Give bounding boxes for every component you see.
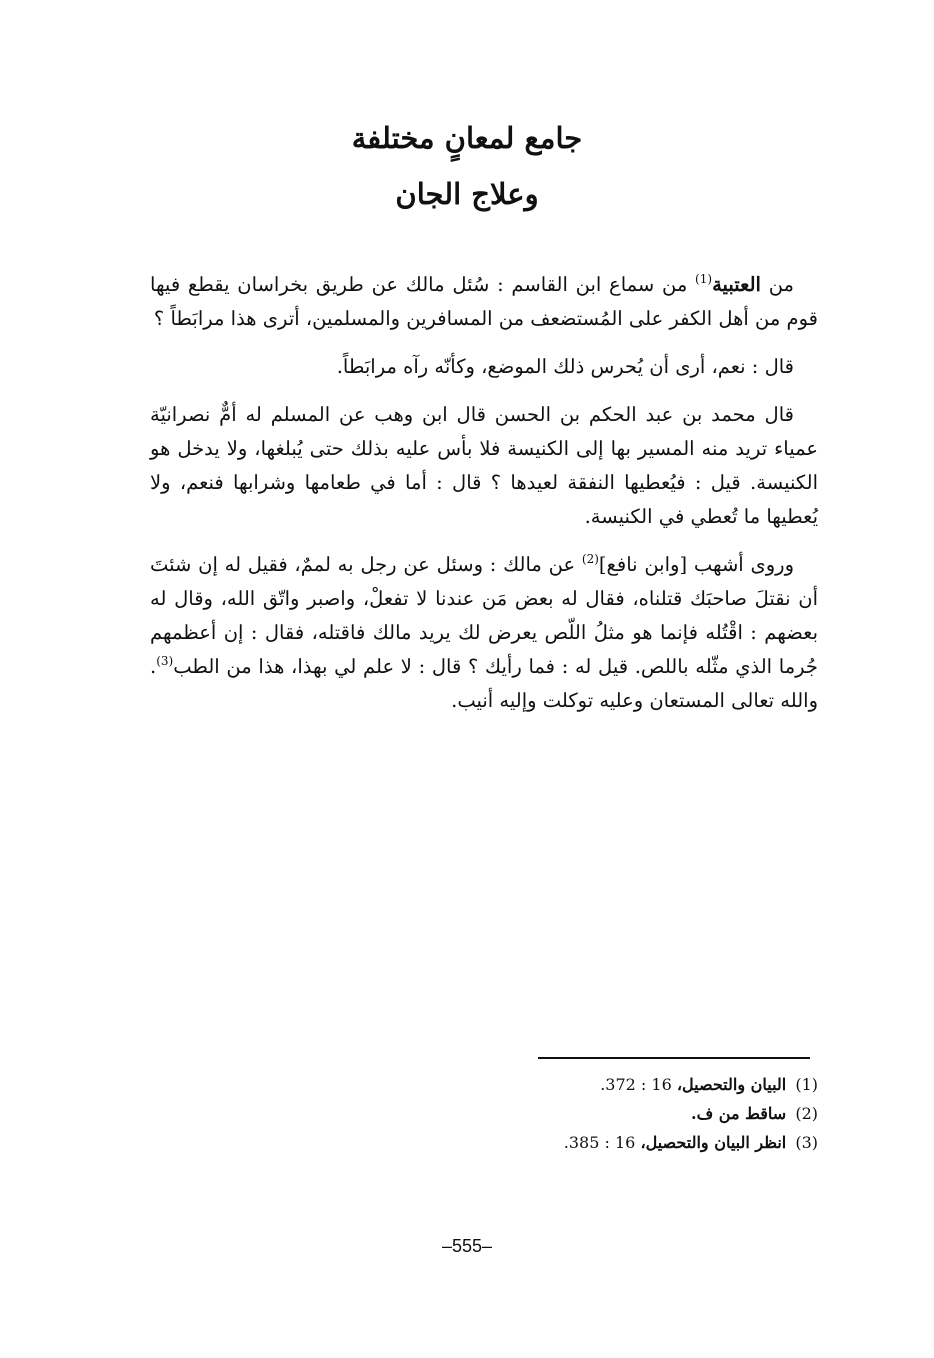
paragraph-4-middle: عن مالك : وسئل عن رجل به لممٌ، فقيل له إن شئتَ أن نقتلَ صاحبَك قتلناه، فقال له بعض مَن عندنا لا تفعلْ، واصبر واتّق الله، وقال له بعضهم : اقْتُله فإنما هو مثلُ اللّص يعرض لك يريد مالك فاقتله، فقال : إن أعظمهم جُرما الذي مثّله باللص. قيل له : فما رأيك ؟ قال : لا علم لي بهذا، هذا من الطب — [150, 553, 818, 678]
paragraph-2: قال : نعم، أرى أن يُحرس ذلك الموضع، وكأنّه رآه مرابَطاً. — [336, 355, 794, 378]
footnote-separator — [538, 1057, 810, 1059]
footnote-3-ref: 16 : 385. — [563, 1133, 636, 1152]
paragraph-1 — [150, 268, 818, 336]
paragraph-3: قال محمد بن عبد الحكم بن الحسن قال ابن وهب عن المسلم له أمٌّ نصرانيّة عمياء تريد منه المسير بها إلى الكنيسة فلا بأس عليه بذلك حتى يُبلغها، ولا يدخل هو الكنيسة. قيل : فيُعطيها النفقة لعيدها ؟ قال : أما في طعامها وشرابها فنعم، ولا يُعطيها ما تُعطي في الكنيسة. — [150, 403, 818, 528]
chapter-title — [0, 110, 934, 222]
footnote-1 — [400, 1070, 818, 1099]
paragraph-1-text: من سماع ابن القاسم : سُئل مالك عن طريق بخراسان يقطع فيها قوم من أهل الكفر على المُستضعف من المسافرين والمسلمين، أترى هذا مرابَطاً ؟ — [150, 273, 818, 330]
page-number: –555– — [441, 1236, 493, 1256]
paragraph-4 — [150, 548, 818, 718]
footnote-2-source: ساقط من ف. — [691, 1104, 787, 1123]
chapter-title-line-2: وعلاج الجان — [395, 177, 539, 211]
footnote-3-source: انظر البيان والتحصيل، — [640, 1133, 787, 1152]
paragraph-4-tail: . والله تعالى المستعان وعليه توكلت وإليه أنيب. — [150, 655, 818, 712]
footnote-ref-3: (3) — [156, 654, 174, 668]
paragraph-4-lead: وروى أشهب [وابن نافع] — [598, 553, 794, 576]
footnote-3-number: (3) — [795, 1133, 818, 1152]
chapter-title-line-1: جامع لمعانٍ مختلفة — [351, 121, 583, 155]
footnote-ref-1: (1) — [695, 272, 713, 286]
paragraph-1-lead: من — [760, 273, 794, 296]
footnote-3 — [400, 1128, 818, 1157]
footnote-2 — [400, 1099, 818, 1128]
footnotes — [400, 1070, 818, 1157]
footnote-1-source: البيان والتحصيل، — [676, 1075, 787, 1094]
footnote-2-number: (2) — [795, 1104, 818, 1123]
source-name-atabiyya: العتبية — [712, 273, 761, 296]
footnote-1-ref: 16 : 372. — [600, 1075, 672, 1094]
footnote-ref-2: (2) — [581, 552, 599, 566]
footnote-1-number: (1) — [795, 1075, 818, 1094]
main-text — [150, 268, 818, 732]
